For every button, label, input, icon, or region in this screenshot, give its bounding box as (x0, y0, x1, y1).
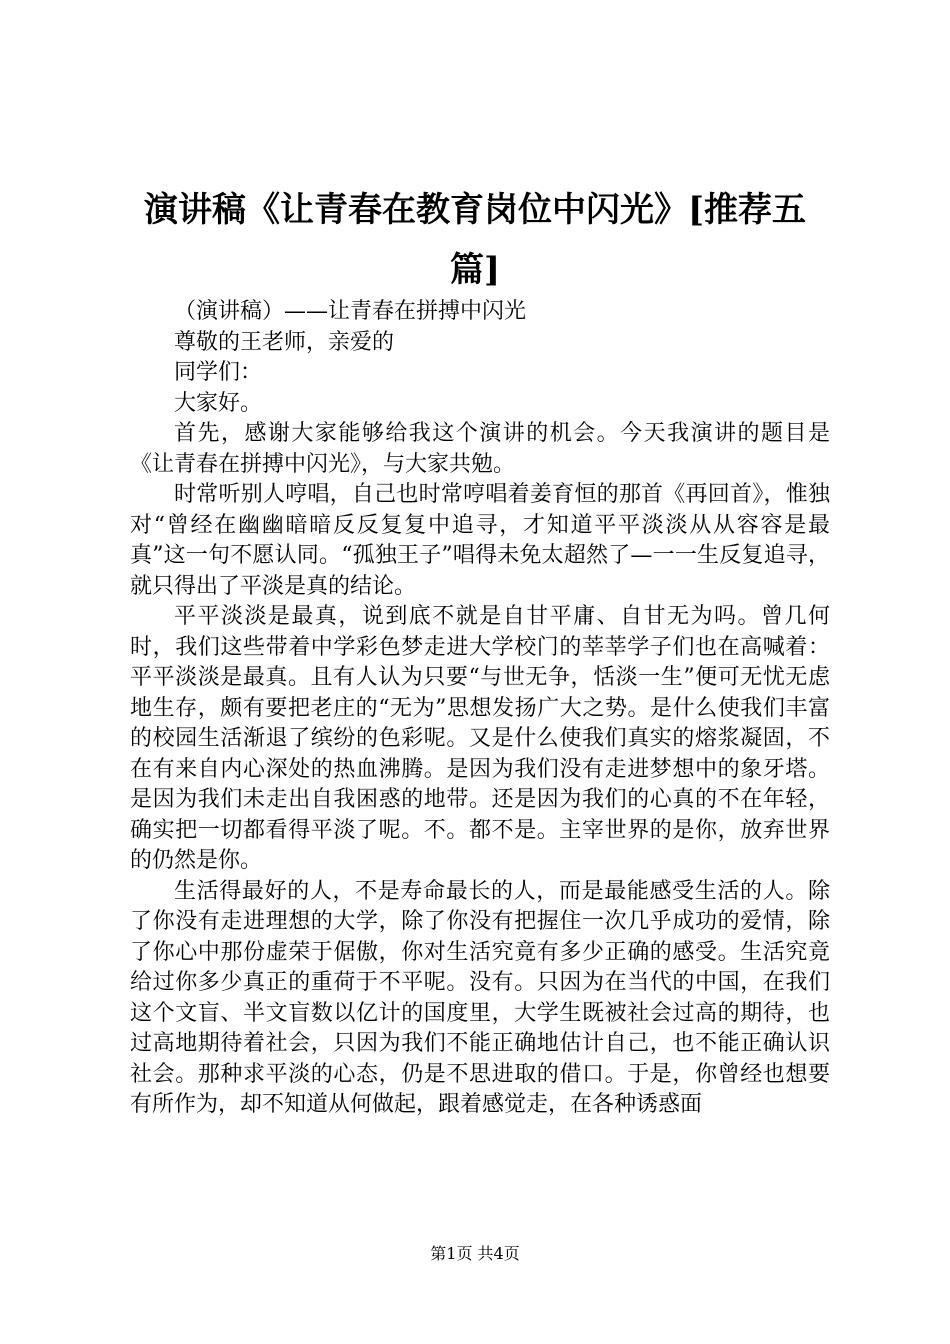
body-paragraph: 首先，感谢大家能够给我这个演讲的机会。今天我演讲的题目是《让青春在拼搏中闪光》，与大家共勉。 (130, 421, 830, 477)
document-title: 演讲稿《让青春在教育岗位中闪光》[推荐五篇] (143, 190, 807, 290)
body-paragraph: 平平淡淡是最真，说到底不就是自甘平庸、自甘无为吗。曾几何时，我们这些带着中学彩色梦走进大学校门的莘莘学子们也在高喊着：平平淡淡是最真。且有人认为只要“与世无争，恬淡一生”便可无忧无虑地生存，颇有要把老庄的“无为”思想发扬广大之势。是什么使我们丰富的校园生活渐退了缤纷的色彩呢。又是什么使我们真实的熔浆凝固，不在有来自内心深处的热血沸腾。是因为我们没有走进梦想中的象牙塔。是因为我们未走出自我困惑的地带。还是因为我们的心真的不在年轻，确实把一切都看得平淡了呢。不。都不是。主宰世界的是你，放弃世界的仍然是你。 (130, 604, 830, 873)
greeting-line: 大家好。 (174, 390, 263, 416)
salutation-line: 尊敬的王老师，亲爱的 (174, 329, 395, 355)
subtitle-line: （演讲稿）——让青春在拼搏中闪光 (174, 299, 527, 324)
body-paragraph: 时常听别人哼唱，自己也时常哼唱着姜育恒的那首《再回首》，惟独对“曾经在幽幽暗暗反反复复中追寻，才知道平平淡淡从从容容是最真”这一句不愿认同。“孤独王子”唱得未免太超然了—一一生反复追寻，就只得出了平淡是真的结论。 (130, 482, 830, 599)
salutation-line: 同学们： (174, 360, 263, 385)
page-number-footer: 第1页 共4页 (430, 1244, 520, 1263)
document-body (130, 297, 830, 1121)
body-paragraph: 生活得最好的人，不是寿命最长的人，而是最能感受生活的人。除了你没有走进理想的大学，除了你没有把握住一次几乎成功的爱情，除了你心中那份虚荣于倨傲，你对生活究竟有多少正确的感受。生活究竟给过你多少真正的重荷于不平呢。没有。只因为在当代的中国，在我们这个文盲、半文盲数以亿计的国度里，大学生既被社会过高的期待，也过高地期待着社会，只因为我们不能正确地估计自己，也不能正确认识社会。那种求平淡的心态，仍是不思进取的借口。于是，你曾经也想要有所作为，却不知道从何做起，跟着感觉走，在各种诱惑面 (130, 878, 830, 1117)
